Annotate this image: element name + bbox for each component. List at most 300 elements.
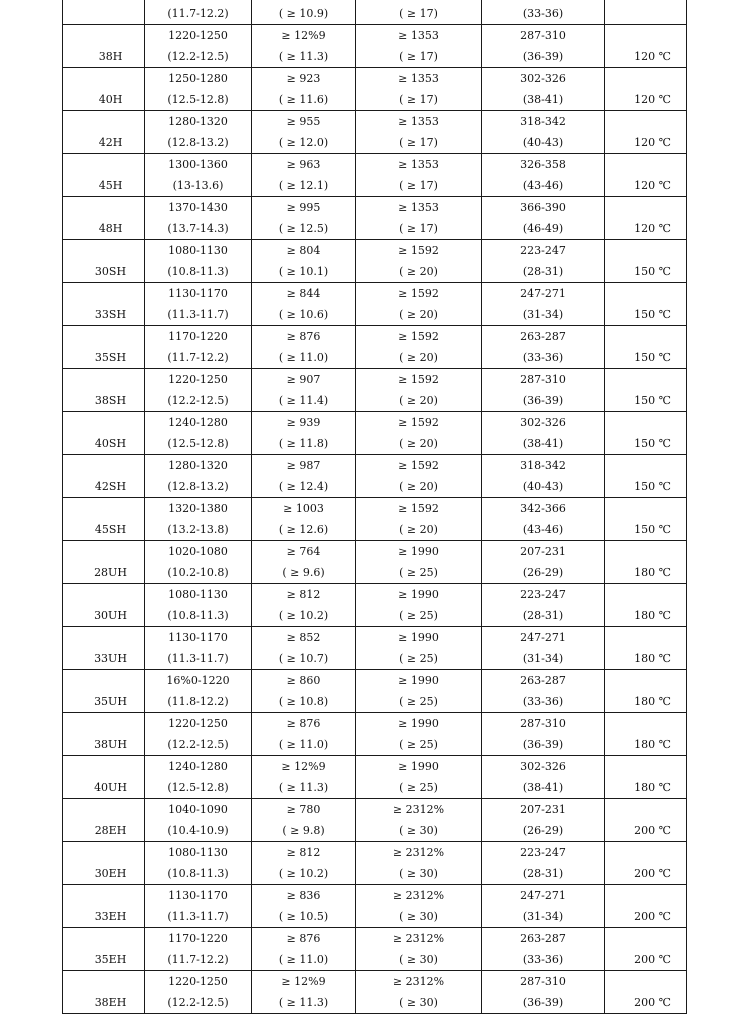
- intrinsic-coercivity-primary-value: ≥ 2312%: [392, 846, 445, 859]
- energy-product-secondary-value: (26-29): [522, 824, 564, 837]
- table-row: [63, 584, 687, 627]
- table-row-continued: [63, 0, 687, 25]
- coercivity-secondary-value: ( ≥ 12.6): [278, 523, 329, 536]
- coercivity-primary-value: ≥ 852: [286, 631, 321, 644]
- grade-cell: 42SH: [63, 455, 145, 498]
- grade-cell: 33UH: [63, 627, 145, 670]
- energy-product-cell: [482, 627, 605, 670]
- coercivity-cell: [252, 25, 356, 68]
- grade-cell: 30UH: [63, 584, 145, 627]
- intrinsic-coercivity-cell: [356, 111, 482, 154]
- table-row: [63, 799, 687, 842]
- remanence-primary-value: 1130-1170: [168, 631, 228, 644]
- table-row: [63, 713, 687, 756]
- grade-cell: 38SH: [63, 369, 145, 412]
- table-row: [63, 541, 687, 584]
- coercivity-primary-value: ≥ 876: [286, 330, 321, 343]
- intrinsic-coercivity-primary-value: ≥ 1353: [398, 29, 439, 42]
- table-row: [63, 111, 687, 154]
- energy-product-cell: [482, 885, 605, 928]
- intrinsic-coercivity-cell: ( ≥ 17): [356, 0, 482, 25]
- grade-cell: 45H: [63, 154, 145, 197]
- coercivity-secondary-value: ( ≥ 10.1): [278, 265, 329, 278]
- intrinsic-coercivity-primary-value: ≥ 1353: [398, 158, 439, 171]
- intrinsic-coercivity-cell: [356, 283, 482, 326]
- intrinsic-coercivity-primary-value: ≥ 1353: [398, 72, 439, 85]
- intrinsic-coercivity-cell: [356, 584, 482, 627]
- energy-product-primary-value: 342-366: [520, 502, 566, 515]
- table-row: [63, 283, 687, 326]
- remanence-primary-value: 1220-1250: [168, 717, 228, 730]
- energy-product-primary-value: 247-271: [520, 631, 566, 644]
- remanence-secondary-value: (12.8-13.2): [167, 480, 229, 493]
- intrinsic-coercivity-primary-value: ≥ 1353: [398, 115, 439, 128]
- coercivity-primary-value: ≥ 923: [286, 72, 321, 85]
- remanence-primary-value: 1080-1130: [168, 846, 228, 859]
- intrinsic-coercivity-primary-value: ≥ 2312%: [392, 932, 445, 945]
- temperature-cell: 150 ℃: [605, 283, 687, 326]
- energy-product-primary-value: 263-287: [520, 330, 566, 343]
- intrinsic-coercivity-primary-value: ≥ 1990: [398, 760, 439, 773]
- energy-product-cell: [482, 670, 605, 713]
- table-row: [63, 885, 687, 928]
- temperature-cell: 150 ℃: [605, 326, 687, 369]
- coercivity-cell: [252, 885, 356, 928]
- temperature-cell: 180 ℃: [605, 713, 687, 756]
- remanence-cell: [145, 240, 252, 283]
- temperature-cell: 150 ℃: [605, 455, 687, 498]
- intrinsic-coercivity-secondary-value: ( ≥ 17): [399, 136, 438, 149]
- energy-product-secondary-value: (31-34): [522, 652, 564, 665]
- intrinsic-coercivity-secondary-value: ( ≥ 25): [399, 609, 438, 622]
- coercivity-secondary-value: ( ≥ 10.5): [278, 910, 329, 923]
- table-row: [63, 68, 687, 111]
- intrinsic-coercivity-secondary-value: ( ≥ 20): [399, 351, 438, 364]
- remanence-cell: (11.7-12.2): [145, 0, 252, 25]
- energy-product-primary-value: 287-310: [520, 717, 566, 730]
- energy-product-primary-value: 223-247: [520, 846, 566, 859]
- remanence-primary-value: 1220-1250: [168, 373, 228, 386]
- intrinsic-coercivity-cell: [356, 541, 482, 584]
- coercivity-cell: [252, 842, 356, 885]
- coercivity-cell: [252, 326, 356, 369]
- energy-product-secondary-value: (28-31): [522, 265, 564, 278]
- coercivity-cell: [252, 154, 356, 197]
- intrinsic-coercivity-primary-value: ≥ 1592: [398, 244, 439, 257]
- grade-cell: [63, 0, 145, 25]
- coercivity-secondary-value: ( ≥ 12.0): [278, 136, 329, 149]
- intrinsic-coercivity-primary-value: ≥ 1592: [398, 330, 439, 343]
- intrinsic-coercivity-cell: [356, 627, 482, 670]
- energy-product-cell: [482, 928, 605, 971]
- remanence-cell: [145, 670, 252, 713]
- coercivity-primary-value: ≥ 12%9: [281, 975, 326, 988]
- energy-product-primary-value: 287-310: [520, 975, 566, 988]
- remanence-cell: [145, 842, 252, 885]
- temperature-cell: 180 ℃: [605, 756, 687, 799]
- energy-product-cell: [482, 369, 605, 412]
- energy-product-secondary-value: (38-41): [522, 93, 564, 106]
- energy-product-secondary-value: (33-36): [522, 695, 564, 708]
- temperature-cell: 120 ℃: [605, 154, 687, 197]
- energy-product-cell: [482, 68, 605, 111]
- energy-product-primary-value: 318-342: [520, 459, 566, 472]
- grade-cell: 45SH: [63, 498, 145, 541]
- energy-product-cell: [482, 326, 605, 369]
- coercivity-secondary-value: ( ≥ 10.2): [278, 867, 329, 880]
- energy-product-cell: [482, 842, 605, 885]
- energy-product-cell: [482, 455, 605, 498]
- intrinsic-coercivity-secondary-value: ( ≥ 20): [399, 308, 438, 321]
- table-row: [63, 240, 687, 283]
- remanence-primary-value: 1240-1280: [168, 760, 228, 773]
- temperature-cell: 150 ℃: [605, 412, 687, 455]
- remanence-secondary-value: (12.5-12.8): [167, 437, 229, 450]
- coercivity-cell: [252, 68, 356, 111]
- coercivity-secondary-value: ( ≥ 10.7): [278, 652, 329, 665]
- energy-product-cell: [482, 713, 605, 756]
- coercivity-primary-value: ≥ 907: [286, 373, 321, 386]
- intrinsic-coercivity-cell: [356, 799, 482, 842]
- intrinsic-coercivity-primary-value: ≥ 1592: [398, 373, 439, 386]
- remanence-cell: [145, 25, 252, 68]
- coercivity-secondary-value: ( ≥ 10.8): [278, 695, 329, 708]
- remanence-primary-value: 1280-1320: [168, 115, 228, 128]
- intrinsic-coercivity-cell: [356, 68, 482, 111]
- grade-cell: 33SH: [63, 283, 145, 326]
- coercivity-primary-value: ≥ 963: [286, 158, 321, 171]
- energy-product-cell: (33-36): [482, 0, 605, 25]
- remanence-secondary-value: (13.2-13.8): [167, 523, 229, 536]
- energy-product-secondary-value: (36-39): [522, 394, 564, 407]
- remanence-secondary-value: (12.5-12.8): [167, 781, 229, 794]
- remanence-cell: [145, 154, 252, 197]
- energy-product-cell: [482, 154, 605, 197]
- grade-cell: 35EH: [63, 928, 145, 971]
- energy-product-secondary-value: (33-36): [522, 953, 564, 966]
- remanence-primary-value: 1280-1320: [168, 459, 228, 472]
- remanence-cell: [145, 799, 252, 842]
- grade-cell: 28UH: [63, 541, 145, 584]
- coercivity-secondary-value: ( ≥ 11.0): [278, 953, 329, 966]
- remanence-secondary-value: (12.5-12.8): [167, 93, 229, 106]
- intrinsic-coercivity-secondary-value: ( ≥ 30): [399, 910, 438, 923]
- table-row: [63, 369, 687, 412]
- temperature-cell: 120 ℃: [605, 111, 687, 154]
- intrinsic-coercivity-secondary-value: ( ≥ 17): [399, 50, 438, 63]
- energy-product-secondary-value: (31-34): [522, 308, 564, 321]
- remanence-cell: [145, 197, 252, 240]
- intrinsic-coercivity-secondary-value: ( ≥ 25): [399, 695, 438, 708]
- intrinsic-coercivity-cell: [356, 25, 482, 68]
- temperature-cell: 150 ℃: [605, 240, 687, 283]
- intrinsic-coercivity-secondary-value: ( ≥ 17): [399, 93, 438, 106]
- energy-product-primary-value: 207-231: [520, 803, 566, 816]
- energy-product-primary-value: 302-326: [520, 416, 566, 429]
- remanence-primary-value: 1220-1250: [168, 29, 228, 42]
- intrinsic-coercivity-cell: [356, 971, 482, 1014]
- table-row: [63, 670, 687, 713]
- intrinsic-coercivity-cell: [356, 842, 482, 885]
- energy-product-secondary-value: (28-31): [522, 867, 564, 880]
- intrinsic-coercivity-primary-value: ≥ 1990: [398, 674, 439, 687]
- table-body: [63, 0, 687, 1014]
- remanence-primary-value: 1020-1080: [168, 545, 228, 558]
- intrinsic-coercivity-primary-value: ≥ 2312%: [392, 803, 445, 816]
- energy-product-primary-value: 318-342: [520, 115, 566, 128]
- remanence-primary-value: 1250-1280: [168, 72, 228, 85]
- intrinsic-coercivity-secondary-value: ( ≥ 30): [399, 824, 438, 837]
- energy-product-primary-value: 247-271: [520, 287, 566, 300]
- coercivity-secondary-value: ( ≥ 11.0): [278, 351, 329, 364]
- remanence-secondary-value: (11.7-12.2): [167, 351, 229, 364]
- coercivity-cell: [252, 928, 356, 971]
- remanence-secondary-value: (12.2-12.5): [167, 738, 229, 751]
- energy-product-cell: [482, 541, 605, 584]
- coercivity-cell: [252, 541, 356, 584]
- energy-product-secondary-value: (43-46): [522, 179, 564, 192]
- coercivity-primary-value: ≥ 812: [286, 588, 321, 601]
- remanence-primary-value: 1370-1430: [168, 201, 228, 214]
- magnet-grade-table-page: [62, 0, 686, 1014]
- energy-product-secondary-value: (31-34): [522, 910, 564, 923]
- coercivity-secondary-value: ( ≥ 11.3): [278, 781, 329, 794]
- grade-cell: 35SH: [63, 326, 145, 369]
- intrinsic-coercivity-secondary-value: ( ≥ 25): [399, 781, 438, 794]
- remanence-secondary-value: (12.8-13.2): [167, 136, 229, 149]
- remanence-cell: [145, 498, 252, 541]
- energy-product-secondary-value: (36-39): [522, 50, 564, 63]
- intrinsic-coercivity-secondary-value: ( ≥ 20): [399, 437, 438, 450]
- intrinsic-coercivity-primary-value: ≥ 1990: [398, 717, 439, 730]
- coercivity-cell: ( ≥ 10.9): [252, 0, 356, 25]
- coercivity-primary-value: ≥ 844: [286, 287, 321, 300]
- intrinsic-coercivity-secondary-value: ( ≥ 17): [399, 222, 438, 235]
- grade-cell: 38EH: [63, 971, 145, 1014]
- coercivity-primary-value: ≥ 987: [286, 459, 321, 472]
- energy-product-primary-value: 326-358: [520, 158, 566, 171]
- remanence-secondary-value: (10.8-11.3): [167, 609, 229, 622]
- grade-cell: 40H: [63, 68, 145, 111]
- remanence-cell: [145, 885, 252, 928]
- temperature-cell: 200 ℃: [605, 971, 687, 1014]
- energy-product-secondary-value: (36-39): [522, 996, 564, 1009]
- intrinsic-coercivity-cell: [356, 455, 482, 498]
- coercivity-cell: [252, 627, 356, 670]
- energy-product-cell: [482, 197, 605, 240]
- table-row: [63, 971, 687, 1014]
- coercivity-cell: [252, 240, 356, 283]
- remanence-secondary-value: (12.2-12.5): [167, 996, 229, 1009]
- energy-product-secondary-value: (26-29): [522, 566, 564, 579]
- energy-product-primary-value: 263-287: [520, 674, 566, 687]
- remanence-secondary-value: (12.2-12.5): [167, 50, 229, 63]
- energy-product-primary-value: 287-310: [520, 373, 566, 386]
- energy-product-secondary-value: (36-39): [522, 738, 564, 751]
- energy-product-primary-value: 263-287: [520, 932, 566, 945]
- remanence-cell: [145, 326, 252, 369]
- intrinsic-coercivity-cell: [356, 154, 482, 197]
- temperature-cell: 150 ℃: [605, 498, 687, 541]
- remanence-cell: [145, 584, 252, 627]
- energy-product-primary-value: 223-247: [520, 244, 566, 257]
- energy-product-secondary-value: (43-46): [522, 523, 564, 536]
- temperature-cell: 150 ℃: [605, 369, 687, 412]
- energy-product-secondary-value: (33-36): [522, 351, 564, 364]
- remanence-secondary-value: (10.4-10.9): [167, 824, 229, 837]
- grade-cell: 38H: [63, 25, 145, 68]
- coercivity-primary-value: ≥ 1003: [283, 502, 324, 515]
- intrinsic-coercivity-secondary-value: ( ≥ 25): [399, 738, 438, 751]
- coercivity-primary-value: ≥ 995: [286, 201, 321, 214]
- grade-cell: 42H: [63, 111, 145, 154]
- energy-product-primary-value: 287-310: [520, 29, 566, 42]
- intrinsic-coercivity-primary-value: ≥ 1990: [398, 631, 439, 644]
- intrinsic-coercivity-primary-value: ≥ 2312%: [392, 975, 445, 988]
- temperature-cell: 120 ℃: [605, 25, 687, 68]
- remanence-secondary-value: (11.8-12.2): [167, 695, 229, 708]
- intrinsic-coercivity-secondary-value: ( ≥ 20): [399, 523, 438, 536]
- intrinsic-coercivity-secondary-value: ( ≥ 30): [399, 953, 438, 966]
- remanence-primary-value: 1080-1130: [168, 244, 228, 257]
- coercivity-cell: [252, 584, 356, 627]
- coercivity-cell: [252, 455, 356, 498]
- temperature-cell: 180 ℃: [605, 584, 687, 627]
- coercivity-cell: [252, 412, 356, 455]
- intrinsic-coercivity-secondary-value: ( ≥ 17): [399, 179, 438, 192]
- temperature-cell: 200 ℃: [605, 928, 687, 971]
- remanence-primary-value: 1170-1220: [168, 932, 228, 945]
- coercivity-cell: [252, 283, 356, 326]
- energy-product-primary-value: 247-271: [520, 889, 566, 902]
- coercivity-secondary-value: ( ≥ 12.5): [278, 222, 329, 235]
- intrinsic-coercivity-secondary-value: ( ≥ 20): [399, 394, 438, 407]
- coercivity-primary-value: ≥ 836: [286, 889, 321, 902]
- coercivity-secondary-value: ( ≥ 9.6): [282, 566, 325, 579]
- grade-cell: 38UH: [63, 713, 145, 756]
- coercivity-secondary-value: ( ≥ 11.4): [278, 394, 329, 407]
- table-row: [63, 326, 687, 369]
- remanence-cell: [145, 369, 252, 412]
- intrinsic-coercivity-cell: [356, 713, 482, 756]
- temperature-cell: 200 ℃: [605, 885, 687, 928]
- remanence-cell: [145, 541, 252, 584]
- temperature-cell: [605, 0, 687, 25]
- energy-product-secondary-value: (40-43): [522, 480, 564, 493]
- intrinsic-coercivity-primary-value: ≥ 1592: [398, 416, 439, 429]
- coercivity-cell: [252, 756, 356, 799]
- remanence-primary-value: 1240-1280: [168, 416, 228, 429]
- energy-product-cell: [482, 25, 605, 68]
- grade-cell: 28EH: [63, 799, 145, 842]
- intrinsic-coercivity-cell: [356, 240, 482, 283]
- grade-cell: 40SH: [63, 412, 145, 455]
- coercivity-primary-value: ≥ 955: [286, 115, 321, 128]
- remanence-secondary-value: (13-13.6): [172, 179, 224, 192]
- energy-product-secondary-value: (38-41): [522, 437, 564, 450]
- intrinsic-coercivity-cell: [356, 670, 482, 713]
- intrinsic-coercivity-cell: [356, 369, 482, 412]
- grade-cell: 48H: [63, 197, 145, 240]
- remanence-secondary-value: (11.3-11.7): [167, 910, 229, 923]
- coercivity-primary-value: ≥ 876: [286, 932, 321, 945]
- remanence-cell: [145, 627, 252, 670]
- coercivity-cell: [252, 971, 356, 1014]
- coercivity-primary-value: ≥ 812: [286, 846, 321, 859]
- energy-product-secondary-value: (46-49): [522, 222, 564, 235]
- remanence-secondary-value: (11.7-12.2): [167, 953, 229, 966]
- remanence-primary-value: 16%0-1220: [166, 674, 230, 687]
- coercivity-secondary-value: ( ≥ 11.8): [278, 437, 329, 450]
- intrinsic-coercivity-cell: [356, 326, 482, 369]
- energy-product-primary-value: 207-231: [520, 545, 566, 558]
- energy-product-primary-value: 302-326: [520, 72, 566, 85]
- remanence-secondary-value: (10.2-10.8): [167, 566, 229, 579]
- remanence-secondary-value: (10.8-11.3): [167, 265, 229, 278]
- remanence-secondary-value: (13.7-14.3): [167, 222, 229, 235]
- intrinsic-coercivity-primary-value: ≥ 2312%: [392, 889, 445, 902]
- table-row: [63, 928, 687, 971]
- remanence-primary-value: 1170-1220: [168, 330, 228, 343]
- coercivity-primary-value: ≥ 860: [286, 674, 321, 687]
- intrinsic-coercivity-primary-value: ≥ 1592: [398, 502, 439, 515]
- remanence-primary-value: 1300-1360: [168, 158, 228, 171]
- coercivity-secondary-value: ( ≥ 10.2): [278, 609, 329, 622]
- energy-product-secondary-value: (28-31): [522, 609, 564, 622]
- energy-product-primary-value: 302-326: [520, 760, 566, 773]
- coercivity-secondary-value: ( ≥ 11.3): [278, 50, 329, 63]
- intrinsic-coercivity-cell: [356, 197, 482, 240]
- magnet-grade-table: [62, 0, 687, 1014]
- remanence-cell: [145, 111, 252, 154]
- coercivity-primary-value: ≥ 876: [286, 717, 321, 730]
- energy-product-cell: [482, 584, 605, 627]
- coercivity-primary-value: ≥ 12%9: [281, 29, 326, 42]
- table-row: [63, 842, 687, 885]
- temperature-cell: 180 ℃: [605, 541, 687, 584]
- temperature-cell: 180 ℃: [605, 627, 687, 670]
- energy-product-secondary-value: (40-43): [522, 136, 564, 149]
- intrinsic-coercivity-cell: [356, 928, 482, 971]
- coercivity-primary-value: ≥ 780: [286, 803, 321, 816]
- energy-product-cell: [482, 756, 605, 799]
- energy-product-cell: [482, 498, 605, 541]
- temperature-cell: 180 ℃: [605, 670, 687, 713]
- table-row: [63, 455, 687, 498]
- coercivity-secondary-value: ( ≥ 12.4): [278, 480, 329, 493]
- energy-product-primary-value: 223-247: [520, 588, 566, 601]
- remanence-cell: [145, 713, 252, 756]
- table-row: [63, 498, 687, 541]
- remanence-cell: [145, 412, 252, 455]
- intrinsic-coercivity-primary-value: ≥ 1592: [398, 459, 439, 472]
- temperature-cell: 120 ℃: [605, 68, 687, 111]
- remanence-cell: [145, 68, 252, 111]
- temperature-cell: 120 ℃: [605, 197, 687, 240]
- energy-product-cell: [482, 111, 605, 154]
- remanence-cell: [145, 455, 252, 498]
- remanence-primary-value: 1130-1170: [168, 889, 228, 902]
- energy-product-cell: [482, 412, 605, 455]
- coercivity-cell: [252, 197, 356, 240]
- coercivity-primary-value: ≥ 764: [286, 545, 321, 558]
- coercivity-secondary-value: ( ≥ 9.8): [282, 824, 325, 837]
- intrinsic-coercivity-cell: [356, 498, 482, 541]
- grade-cell: 30SH: [63, 240, 145, 283]
- energy-product-primary-value: 366-390: [520, 201, 566, 214]
- coercivity-primary-value: ≥ 12%9: [281, 760, 326, 773]
- coercivity-cell: [252, 670, 356, 713]
